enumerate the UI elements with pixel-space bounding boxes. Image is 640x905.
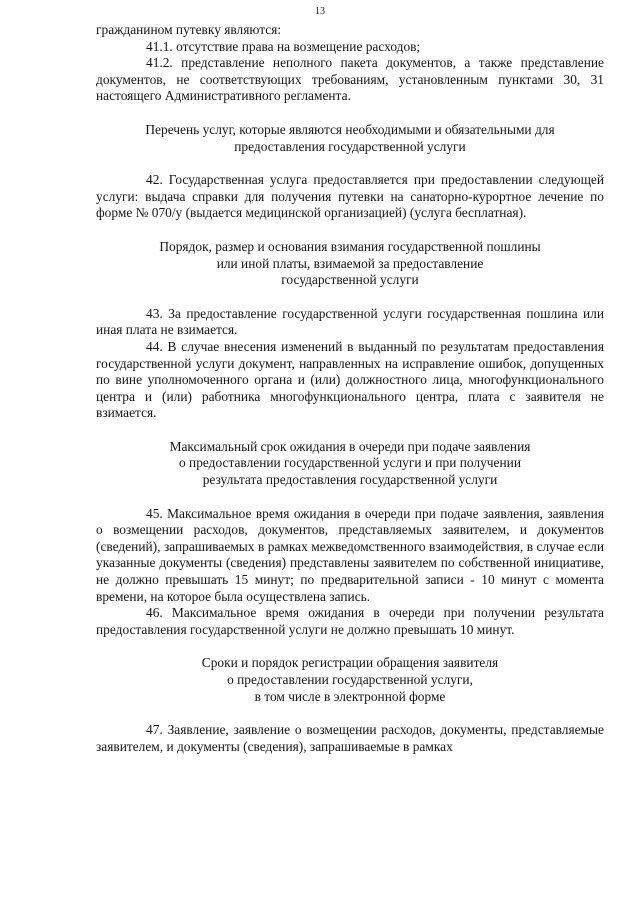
paragraph-44: 44. В случае внесения изменений в выданный по результатам предоставления государственной услуги документ, направленных на исправление ошибок, допущенных по вине уполномоченного органа и (или) должностного лица, многофункционального центра и (или) работника многофункционального центра, плата с заявителя не взимается. [96, 338, 604, 421]
section-heading-waiting-time [96, 439, 604, 489]
heading-line: результата предоставления государственной услуги [202, 472, 498, 488]
heading-line: или иной платы, взимаемой за предоставление [216, 255, 484, 271]
heading-line: о предоставлении государственной услуги и при получении [179, 455, 521, 471]
heading-line: Сроки и порядок регистрации обращения заявителя [201, 655, 499, 671]
paragraph-43: 43. За предоставление государственной услуги государственная пошлина или иная плата не взимается. [96, 305, 604, 338]
paragraph-41-2: 41.2. представление неполного пакета документов, а также представление документов, не соответствующих требованиям, установленным пунктами 30, 31 настоящего Административного регламента. [96, 55, 604, 104]
paragraph-47: 47. Заявление, заявление о возмещении расходов, документы, представляемые заявителем, и документы (сведения), запрашиваемые в рамках [96, 722, 604, 754]
heading-line: предоставления государственной услуги [234, 138, 466, 154]
heading-line: Порядок, размер и основания взимания государственной пошлины [159, 238, 541, 254]
paragraph-42: 42. Государственная услуга предоставляется при предоставлении следующей услуги: выдача справки для получения путевки на санаторно-курортное лечение по форме № 070/у (выдается медицинской организацией) (услуга бесплатная). [96, 172, 604, 221]
section-heading-services [96, 122, 604, 155]
paragraph-41-1: 41.1. отсутствие права на возмещение расходов; [146, 38, 421, 54]
heading-line: в том числе в электронной форме [254, 688, 446, 704]
page-number: 13 [315, 6, 325, 17]
section-heading-registration [96, 655, 604, 705]
paragraph-46: 46. Максимальное время ожидания в очереди при получении результата предоставления государственной услуги не должно превышать 10 минут. [96, 605, 604, 637]
heading-line: о предоставлении государственной услуги, [227, 672, 473, 687]
heading-line: государственной услуги [281, 272, 419, 288]
section-heading-fees [96, 239, 604, 289]
heading-line: Перечень услуг, которые являются необходимыми и обязательными для [145, 121, 555, 137]
document-body [96, 22, 604, 755]
paragraph-45: 45. Максимальное время ожидания в очереди при подаче заявления, заявления о возмещении расходов, документов, представляемых заявителем, и документов (сведений), запрашиваемых в рамках межведомственного взаимодействия, в случае если указанные документы (сведения) представлены заявителем по собственной инициативе, не должно превышать 15 минут; по предварительной записи - 10 минут с момента времени, на которое была осуществлена запись. [96, 505, 604, 604]
heading-line: Максимальный срок ожидания в очереди при подаче заявления [169, 438, 531, 454]
paragraph-intro: гражданином путевку являются: [96, 22, 282, 37]
